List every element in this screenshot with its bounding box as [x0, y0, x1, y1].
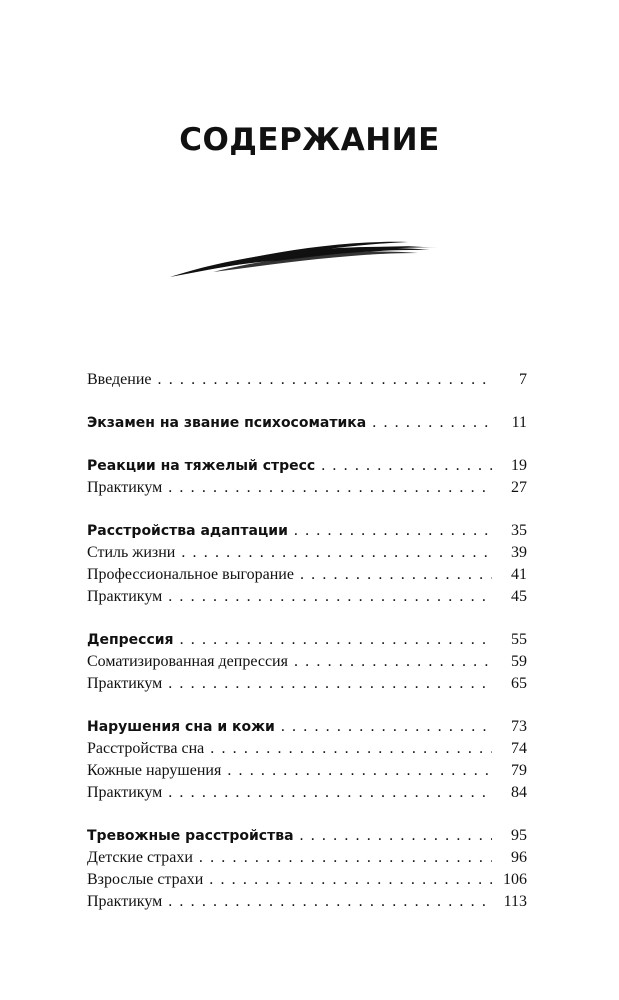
toc-entry [87, 455, 527, 477]
toc-entry [87, 891, 527, 913]
toc-entry-page-number: 65 [511, 675, 527, 692]
dot-leader [300, 825, 492, 847]
toc-entry [87, 412, 527, 434]
toc-entry-label: Кожные нарушения [87, 762, 222, 779]
toc-entry-label: Реакции на тяжелый стресс [87, 458, 316, 474]
toc-entry-page-number: 84 [511, 784, 527, 801]
toc-entry-page-number: 74 [511, 740, 527, 757]
dot-leader [209, 869, 492, 891]
toc-entry-label: Практикум [87, 893, 163, 910]
dot-leader [180, 629, 492, 651]
toc-entry-label: Введение [87, 371, 152, 388]
toc-entry [87, 673, 527, 695]
toc-section [87, 716, 527, 804]
dot-leader [294, 651, 492, 673]
dot-leader [372, 412, 492, 434]
toc-entry [87, 564, 527, 586]
toc-section [87, 455, 527, 499]
toc-entry [87, 760, 527, 782]
toc-entry-label: Стиль жизни [87, 544, 176, 561]
toc-entry-label: Практикум [87, 588, 163, 605]
dot-leader [158, 369, 493, 391]
toc-section [87, 369, 527, 391]
toc-entry [87, 520, 527, 542]
toc-entry-label: Практикум [87, 675, 163, 692]
page-title: СОДЕРЖАНИЕ [179, 122, 440, 158]
dot-leader [168, 477, 492, 499]
toc-entry-page-number: 19 [511, 457, 527, 474]
toc-entry-label: Соматизированная депрессия [87, 653, 288, 670]
toc-entry [87, 542, 527, 564]
dot-leader [227, 760, 492, 782]
toc-section [87, 520, 527, 608]
toc-entry-page-number: 59 [511, 653, 527, 670]
toc-entry-label: Депрессия [87, 632, 174, 648]
toc-entry-page-number: 79 [511, 762, 527, 779]
toc-entry-page-number: 35 [511, 522, 527, 539]
dot-leader [281, 716, 492, 738]
toc-entry-page-number: 113 [503, 893, 527, 910]
toc-entry [87, 651, 527, 673]
toc-entry [87, 825, 527, 847]
dot-leader [300, 564, 492, 586]
toc-entry [87, 782, 527, 804]
toc-entry-page-number: 95 [511, 827, 527, 844]
toc-entry [87, 369, 527, 391]
toc-entry-label: Расстройства адаптации [87, 523, 288, 539]
toc-entry-page-number: 45 [511, 588, 527, 605]
toc-entry [87, 629, 527, 651]
toc-entry-label: Профессиональное выгорание [87, 566, 294, 583]
toc-entry-page-number: 106 [503, 871, 527, 888]
dot-leader [199, 847, 492, 869]
dot-leader [181, 542, 492, 564]
toc-entry [87, 847, 527, 869]
dot-leader [168, 782, 492, 804]
toc-section [87, 412, 527, 434]
dot-leader [210, 738, 492, 760]
toc-entry-label: Расстройства сна [87, 740, 205, 757]
toc-entry-page-number: 96 [511, 849, 527, 866]
toc-entry-page-number: 7 [519, 371, 527, 388]
toc-entry-page-number: 73 [511, 718, 527, 735]
toc-entry-label: Экзамен на звание психосоматика [87, 415, 367, 431]
toc-entry [87, 738, 527, 760]
toc-entry [87, 477, 527, 499]
toc-entry-page-number: 11 [511, 414, 527, 431]
dot-leader [168, 891, 492, 913]
brush-stroke-ornament [168, 236, 440, 280]
toc-entry-page-number: 39 [511, 544, 527, 561]
toc-entry-label: Практикум [87, 479, 163, 496]
toc-entry-label: Практикум [87, 784, 163, 801]
dot-leader [294, 520, 492, 542]
toc-section [87, 825, 527, 913]
toc-entry-label: Нарушения сна и кожи [87, 719, 275, 735]
toc-entry [87, 716, 527, 738]
toc-entry-page-number: 41 [511, 566, 527, 583]
toc-entry [87, 586, 527, 608]
toc-entry-page-number: 55 [511, 631, 527, 648]
toc-entry [87, 869, 527, 891]
toc-entry-page-number: 27 [511, 479, 527, 496]
dot-leader [321, 455, 492, 477]
dot-leader [168, 586, 492, 608]
dot-leader [168, 673, 492, 695]
table-of-contents [87, 369, 527, 934]
toc-entry-label: Взрослые страхи [87, 871, 204, 888]
toc-entry-label: Детские страхи [87, 849, 193, 866]
toc-section [87, 629, 527, 695]
toc-entry-label: Тревожные расстройства [87, 828, 294, 844]
